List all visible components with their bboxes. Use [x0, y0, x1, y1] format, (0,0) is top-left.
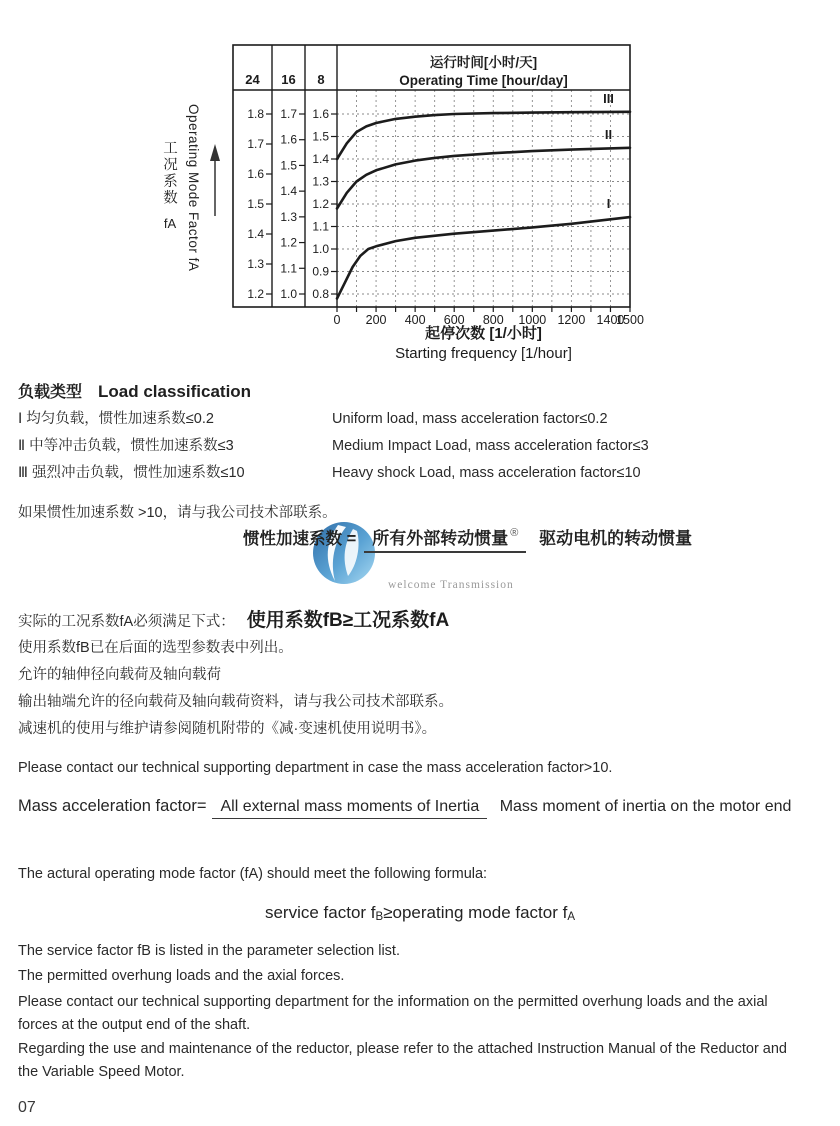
page-number: 07: [18, 1099, 36, 1116]
heading-en: Load classification: [98, 382, 252, 401]
curve-label-I: I: [606, 196, 611, 212]
y-tick-label: 1.2: [312, 197, 329, 211]
x-tick-label: 1400: [596, 313, 625, 327]
load-row-en: Uniform load, mass acceleration factor≤0.2: [332, 411, 608, 427]
y-tick-label: 1.3: [280, 209, 297, 224]
y-tick-label: 1.5: [247, 197, 264, 211]
y-tick-label: 1.3: [247, 257, 264, 271]
y-tick-label: 1.6: [312, 107, 329, 121]
formula-en-numerator: All external mass moments of Inertia: [212, 797, 487, 819]
y-tick-label: 1.4: [247, 227, 264, 241]
y-tick-label: 1.5: [280, 158, 297, 173]
numerator-text: 所有外部转动惯量: [372, 529, 509, 548]
formula-zh-denominator: 驱动电机的转动惯量: [539, 529, 693, 548]
load-row-zh: Ⅰ 均匀负载，惯性加速系数≤0.2: [18, 411, 214, 427]
load-row-zh: Ⅲ 强烈冲击负载，惯性加速系数≤10: [18, 465, 245, 481]
y-tick-label: 0.8: [312, 287, 329, 301]
y-axis-title-en: Operating Mode Factor fA: [186, 104, 201, 272]
service-factor-formula: [0, 903, 840, 923]
zh-requirement-line: [18, 605, 449, 632]
y-tick-label: 1.6: [247, 167, 264, 181]
en-contact-note: Please contact our technical supporting department in case the mass acceleration factor>10.: [18, 760, 613, 776]
mass-acceleration-formula-zh: [243, 524, 700, 549]
contact-note-zh: 如果惯性加速系数 >10，请与我公司技术部联系。: [18, 505, 337, 521]
y-tick-label: 1.6: [280, 132, 297, 147]
y-tick-label: 0.9: [312, 264, 329, 279]
load-row-medium: [18, 433, 649, 460]
en-permitted-loads-line: The permitted overhung loads and the axial forces.: [18, 968, 345, 984]
en-service-factor-line: The service factor fB is listed in the parameter selection list.: [18, 943, 400, 959]
y-axis-arrow-head: [210, 144, 220, 161]
y-tick-label: 1.4: [280, 184, 297, 199]
load-classification-heading: [18, 379, 251, 402]
curve-III: [337, 112, 630, 159]
x-tick-label: 0: [333, 313, 341, 327]
formula2-sub1: B: [375, 911, 384, 923]
curve-label-III: III: [603, 90, 614, 106]
load-row-heavy: [18, 460, 649, 487]
zh-requirement-formula: 使用系数fB≥工况系数fA: [246, 610, 450, 631]
en-maintenance-paragraph: Regarding the use and maintenance of the reductor, please refer to the attached Instruction Manual of the Reductor and the Variable Speed Motor.: [18, 1041, 787, 1080]
formula-zh-lhs: 惯性加速系数 =: [243, 529, 357, 548]
zh-output-shaft-line: 输出轴端允许的径向载荷及轴向载荷资料，请与我公司技术部联系。: [18, 694, 453, 710]
formula2-part1: service factor f: [264, 903, 376, 922]
y-axis-title-zh-sub: fA: [163, 216, 177, 231]
watermark-caption: welcome Transmission: [388, 579, 514, 591]
y-axis-title-zh: 工况系数: [161, 140, 177, 206]
registered-mark: ®: [510, 527, 519, 539]
load-classification-table: [18, 406, 649, 487]
operating-time-title-zh: 运行时间[小时/天]: [429, 55, 538, 70]
formula2-sub2: A: [567, 911, 576, 923]
x-tick-label: 600: [443, 313, 465, 327]
y-tick-label: 1.4: [312, 152, 329, 166]
load-row-zh: Ⅱ 中等冲击负载，惯性加速系数≤3: [18, 438, 234, 454]
y-tick-label: 1.1: [280, 261, 297, 276]
en-requirement-line: The actural operating mode factor (fA) should meet the following formula:: [18, 866, 488, 882]
scale-header-24: 24: [245, 72, 260, 87]
curve-I: [337, 217, 630, 298]
zh-requirement-pre: 实际的工况系数fA必须满足下式：: [18, 614, 235, 630]
y-tick-label: 1.0: [312, 242, 329, 256]
y-tick-label: 1.3: [312, 174, 329, 189]
formula-zh-numerator: [364, 528, 526, 553]
curve-II: [337, 148, 630, 212]
heading-zh: 负载类型: [18, 384, 83, 401]
x-tick-label: 200: [365, 313, 387, 327]
x-tick-label: 1200: [557, 313, 586, 327]
formula2-part2: ≥operating mode factor f: [383, 903, 568, 922]
y-tick-label: 1.5: [312, 129, 329, 144]
operating-time-title-en: Operating Time [hour/day]: [399, 73, 568, 88]
operating-mode-factor-chart: [160, 38, 644, 373]
y-tick-label: 1.2: [280, 235, 297, 250]
y-tick-label: 1.7: [247, 137, 264, 151]
x-tick-label: 800: [482, 313, 504, 327]
y-tick-label: 1.8: [247, 107, 264, 121]
load-row-uniform: [18, 406, 649, 433]
y-tick-label: 1.2: [247, 287, 264, 301]
en-overhung-loads-paragraph: Please contact our technical supporting department for the information on the permitted overhung loads and the axial forces at the output end of the shaft.: [18, 994, 768, 1033]
formula-en-fraction: [212, 798, 799, 816]
formula-zh-fraction: [364, 524, 700, 549]
load-row-en: Medium Impact Load, mass acceleration factor≤3: [332, 438, 649, 454]
zh-service-factor-line: 使用系数fB已在后面的选型参数表中列出。: [18, 640, 293, 656]
x-tick-label: 1000: [518, 313, 547, 327]
scale-header-8: 8: [317, 72, 325, 87]
zh-maintenance-line: 减速机的使用与维护请参阅随机附带的《减·变速机使用说明书》。: [18, 721, 437, 737]
y-tick-label: 1.0: [280, 287, 297, 301]
formula-en-denominator: Mass moment of inertia on the motor end: [499, 797, 792, 815]
x-axis-title-en: Starting frequency [1/hour]: [395, 345, 572, 362]
y-tick-label: 1.1: [312, 219, 329, 234]
chart-canvas: [160, 38, 644, 373]
load-row-en: Heavy shock Load, mass acceleration factor≤10: [332, 465, 641, 481]
x-tick-label: 400: [404, 313, 426, 327]
zh-permitted-loads-line: 允许的轴伸径向载荷及轴向载荷: [18, 667, 221, 683]
formula-en-lhs: Mass acceleration factor=: [18, 797, 207, 815]
scale-header-16: 16: [281, 72, 296, 87]
mass-acceleration-formula-en: [18, 797, 799, 816]
y-tick-label: 1.7: [280, 107, 297, 121]
x-tick-label: 1500: [616, 313, 644, 327]
curve-label-II: II: [604, 126, 613, 142]
x-axis-title-zh: 起停次数 [1/小时]: [425, 325, 542, 342]
